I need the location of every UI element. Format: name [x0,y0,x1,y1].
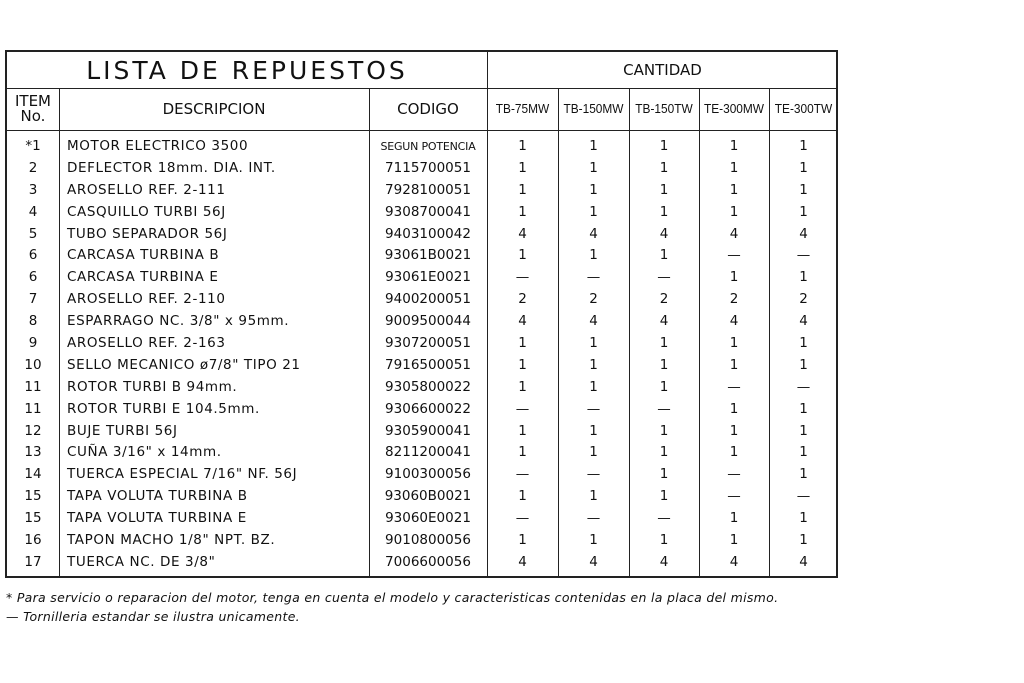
quantity-cell: 1 [518,159,527,176]
part-description: AROSELLO REF. 2-110 [67,291,226,308]
quantity-cell: 1 [659,138,669,154]
header-model-1: TB-75MW [495,101,550,116]
table-row [7,464,838,486]
part-code: 9306600022 [385,400,471,417]
quantity-cell: — [657,400,671,417]
quantity-cell: 1 [799,532,808,549]
part-code: 9305800022 [385,378,471,395]
part-description: CUÑA 3/16" x 14mm. [67,444,222,461]
header-model-3: TB-150TW [635,101,693,116]
table-row [7,333,838,355]
quantity-cell: 1 [659,356,669,373]
quantity-cell: 1 [518,203,527,220]
item-number: 4 [28,203,38,220]
quantity-cell: 2 [729,291,739,308]
quantity-cell: 1 [659,532,669,549]
quantity-cell: 1 [518,247,527,264]
quantity-cell: 4 [659,313,669,330]
quantity-cell: 1 [799,466,808,483]
quantity-cell: 1 [518,138,527,154]
quantity-cell: 1 [799,400,808,417]
quantity-cell: 1 [729,181,739,198]
part-code: 93060B0021 [384,488,472,505]
header-item: ITEM No. [14,92,51,125]
quantity-cell: 1 [518,335,527,352]
part-description: ESPARRAGO NC. 3/8" x 95mm. [67,313,290,330]
part-description: AROSELLO REF. 2-111 [67,181,226,198]
item-number: 2 [28,159,38,176]
quantity-cell: 1 [589,203,598,220]
quantity-cell: 1 [589,422,598,439]
quantity-cell: 1 [589,335,598,352]
part-code: SEGUN POTENCIA [380,140,476,153]
quantity-cell: 1 [729,400,739,417]
part-code: 9403100042 [385,225,471,242]
part-description: DEFLECTOR 18mm. DIA. INT. [67,159,276,176]
quantity-cell: 2 [799,291,808,308]
part-code: 9305900041 [385,422,471,439]
item-number: 16 [24,532,42,549]
quantity-cell: 4 [799,553,808,570]
part-code: 9009500044 [385,313,471,330]
quantity-cell: — [727,466,741,483]
footnotes [6,588,778,626]
table-body [7,136,838,574]
part-code: 9100300056 [385,466,471,483]
quantity-cell: — [515,510,530,527]
part-code: 7006600056 [385,553,471,570]
quantity-cell: — [586,400,601,417]
item-number: 6 [28,247,38,264]
part-description: TUERCA ESPECIAL 7/16" NF. 56J [67,466,298,483]
quantity-cell: 1 [518,356,527,373]
part-description: BUJE TURBI 56J [67,422,178,439]
table-row [7,158,838,180]
part-code: 9400200051 [385,291,471,308]
part-description: SELLO MECANICO ø7/8" TIPO 21 [67,356,301,373]
quantity-cell: — [515,466,530,483]
quantity-cell: — [796,247,811,264]
quantity-cell: 4 [589,313,598,330]
part-description: CARCASA TURBINA E [67,269,219,286]
quantity-cell: 1 [729,356,739,373]
part-code: 7916500051 [385,356,471,373]
quantity-cell: 1 [799,422,808,439]
table-row [7,267,838,289]
table-row [7,245,838,267]
item-number: 8 [28,313,38,330]
quantity-cell: 1 [518,488,527,505]
quantity-cell: 2 [518,291,527,308]
header-divider [7,130,836,131]
item-number: 14 [24,466,42,483]
quantity-cell: 1 [729,444,739,461]
item-number: 5 [28,225,38,242]
quantity-cell: 1 [729,510,739,527]
quantity-cell: 1 [518,378,527,395]
quantity-cell: — [796,378,811,395]
quantity-cell: 1 [659,422,669,439]
item-number: 11 [24,378,42,395]
quantity-cell: — [727,247,741,264]
quantity-cell: — [515,269,530,286]
quantity-cell: 1 [589,532,598,549]
part-code: 9308700041 [385,203,471,220]
quantity-cell: 4 [659,225,669,242]
part-code: 7928100051 [385,181,471,198]
item-number: 17 [24,553,42,570]
quantity-cell: 1 [659,203,669,220]
part-code: 93061E0021 [385,269,471,286]
table-row [7,486,838,508]
part-code: 93060E0021 [385,510,471,527]
quantity-cell: 1 [729,335,739,352]
quantity-cell: 1 [589,181,598,198]
quantity-cell: 1 [799,444,808,461]
table-row [7,530,838,552]
quantity-cell: 1 [799,335,808,352]
item-number: 12 [24,422,42,439]
quantity-cell: 1 [518,532,527,549]
table-row [7,355,838,377]
part-description: ROTOR TURBI B 94mm. [67,378,238,395]
item-number: 11 [24,400,42,417]
item-number: 9 [28,335,38,352]
table-row [7,421,838,443]
item-number: 7 [28,291,38,308]
quantity-cell: 4 [799,225,808,242]
part-description: ROTOR TURBI E 104.5mm. [67,400,260,417]
quantity-cell: 1 [799,356,808,373]
item-number: 6 [28,269,38,286]
quantity-cell: 1 [799,203,808,220]
quantity-cell: — [586,510,601,527]
quantity-cell: 4 [518,313,527,330]
quantity-cell: — [586,269,601,286]
table-row [7,508,838,530]
table-row [7,552,838,574]
quantity-cell: 1 [659,488,669,505]
part-description: CARCASA TURBINA B [67,247,220,264]
part-description: CASQUILLO TURBI 56J [67,203,226,220]
quantity-cell: 1 [589,356,598,373]
quantity-cell: 1 [659,444,669,461]
quantity-cell: 1 [729,422,739,439]
part-description: TUERCA NC. DE 3/8" [67,553,216,570]
quantity-cell: — [586,466,601,483]
quantity-cell: 4 [729,553,739,570]
item-number: 13 [24,444,42,461]
quantity-cell: 1 [589,488,598,505]
item-number: 10 [24,356,42,373]
quantity-cell: 4 [729,225,739,242]
quantity-cell: 1 [799,159,808,176]
quantity-cell: 2 [659,291,669,308]
table-row [7,202,838,224]
part-code: 9010800056 [385,532,471,549]
quantity-cell: 1 [799,181,808,198]
quantity-cell: 4 [589,553,598,570]
quantity-cell: — [657,269,671,286]
header-descripcion: DESCRIPCION [162,99,266,118]
quantity-cell: 4 [518,553,527,570]
quantity-cell: 1 [518,422,527,439]
quantity-cell: — [727,488,741,505]
quantity-cell: 1 [589,247,598,264]
quantity-cell: 1 [799,269,808,286]
footnote-motor: * Para servicio o reparacion del motor, tenga en cuenta el modelo y caracteristicas contenidas en la placa del mismo. [6,590,779,605]
part-description: MOTOR ELECTRICO 3500 [67,138,249,154]
item-number: 3 [28,181,38,198]
table-row [7,377,838,399]
table-row [7,224,838,246]
quantity-cell: 1 [589,138,598,154]
quantity-cell: 1 [729,532,739,549]
spare-parts-table [5,50,838,578]
item-number: 15 [24,488,42,505]
table-row [7,442,838,464]
quantity-cell: 4 [729,313,739,330]
quantity-cell: 4 [659,553,669,570]
part-description: TAPA VOLUTA TURBINA E [67,510,247,527]
quantity-cell: 1 [518,444,527,461]
quantity-cell: 1 [659,466,669,483]
table-row [7,399,838,421]
quantity-cell: 1 [659,335,669,352]
quantity-cell: — [796,488,811,505]
part-description: TAPON MACHO 1/8" NPT. BZ. [67,532,276,549]
quantity-cell: 2 [589,291,598,308]
quantity-cell: 1 [659,159,669,176]
part-description: TUBO SEPARADOR 56J [67,225,228,242]
table-row [7,289,838,311]
header-codigo: CODIGO [397,99,459,118]
part-code: 7115700051 [385,159,471,176]
part-code: 93061B0021 [384,247,472,264]
footnote-tornilleria: — Tornilleria estandar se ilustra unicamente. [6,609,300,624]
table-row [7,311,838,333]
quantity-cell: 1 [729,203,739,220]
part-code: 9307200051 [385,335,471,352]
header-model-4: TE-300MW [703,101,765,116]
quantity-cell: 1 [589,378,598,395]
quantity-cell: 1 [729,138,739,154]
quantity-cell: 1 [799,510,808,527]
table-row [7,180,838,202]
quantity-cell: 4 [799,313,808,330]
quantity-cell: 1 [518,181,527,198]
quantity-cell: 4 [589,225,598,242]
quantity-cell: — [657,510,671,527]
part-code: 8211200041 [385,444,471,461]
cantidad-title: CANTIDAD [623,61,702,79]
quantity-cell: 4 [518,225,527,242]
part-description: TAPA VOLUTA TURBINA B [67,488,248,505]
quantity-cell: 1 [729,159,739,176]
quantity-cell: 1 [799,138,808,154]
item-number: *1 [25,138,41,154]
quantity-cell: — [727,378,741,395]
quantity-cell: — [515,400,530,417]
header-model-2: TB-150MW [563,101,624,116]
header-model-5: TE-300TW [774,101,833,116]
part-description: AROSELLO REF. 2-163 [67,335,226,352]
item-number: 15 [24,510,42,527]
quantity-cell: 1 [659,181,669,198]
quantity-cell: 1 [729,269,739,286]
table-title: LISTA DE REPUESTOS [86,55,408,85]
quantity-cell: 1 [589,159,598,176]
quantity-cell: 1 [589,444,598,461]
table-row [7,136,838,158]
quantity-cell: 1 [659,378,669,395]
quantity-cell: 1 [659,247,669,264]
